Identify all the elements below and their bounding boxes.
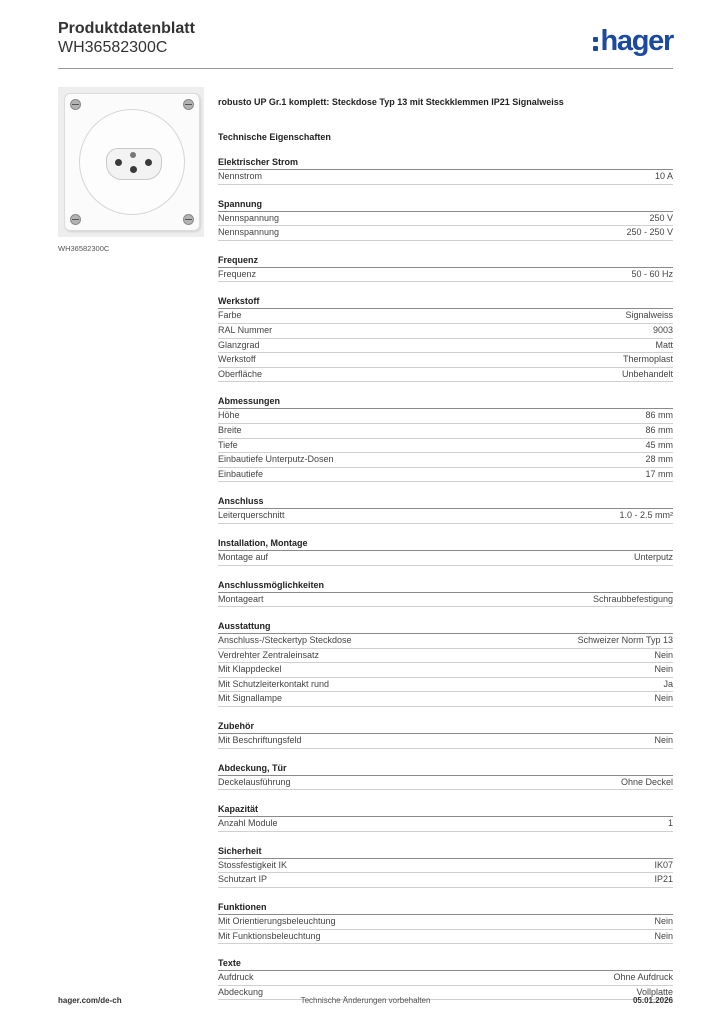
spec-label: Einbautiefe Unterputz-Dosen [218, 454, 334, 465]
socket-outlet-icon [106, 148, 162, 180]
screw-icon [70, 99, 81, 110]
socket-pin [145, 159, 152, 166]
socket-pin [130, 166, 137, 173]
spec-value: Ja [663, 678, 673, 689]
spec-row [218, 212, 673, 227]
spec-value: 45 mm [645, 439, 673, 450]
spec-value: IK07 [654, 859, 673, 870]
spec-row [218, 859, 673, 874]
spec-label: Leiterquerschnitt [218, 510, 285, 521]
spec-label: Mit Klappdeckel [218, 664, 282, 675]
spec-value: 10 A [654, 171, 673, 181]
spec-group-title: Ausstattung [218, 620, 673, 634]
spec-row [218, 453, 673, 468]
spec-label: Nennstrom [218, 171, 263, 181]
spec-value: Thermoplast [622, 354, 673, 365]
product-code: WH36582300C [58, 39, 168, 56]
spec-label: Deckelausführung [218, 776, 291, 787]
spec-row [218, 649, 673, 664]
spec-row [218, 309, 673, 324]
spec-value: 28 mm [645, 454, 673, 465]
spec-group-title: Frequenz [218, 254, 673, 268]
spec-label: Stossfestigkeit IK [218, 859, 288, 870]
spec-value: Vollplatte [636, 986, 673, 997]
socket-ring [79, 109, 185, 215]
spec-label: Verdrehter Zentraleinsatz [218, 649, 320, 660]
page-header [58, 20, 673, 70]
spec-group-title: Anschlussmöglichkeiten [218, 579, 673, 593]
spec-group [218, 803, 673, 832]
spec-label: Werkstoff [218, 354, 256, 365]
spec-group [218, 156, 673, 185]
spec-label: Mit Signallampe [218, 693, 283, 704]
spec-row [218, 424, 673, 439]
spec-row [218, 678, 673, 693]
spec-value: Nein [654, 735, 673, 746]
spec-label: Aufdruck [218, 972, 254, 983]
spec-label: Breite [218, 424, 242, 435]
spec-group [218, 537, 673, 566]
spec-value: 9003 [652, 324, 673, 335]
spec-row [218, 634, 673, 649]
spec-label: Farbe [218, 310, 242, 321]
spec-label: Nennspannung [218, 227, 280, 238]
product-description: robusto UP Gr.1 komplett: Steckdose Typ 13 mit Steckklemmen IP21 Signalweiss [218, 97, 564, 107]
spec-row [218, 930, 673, 945]
spec-row [218, 268, 673, 283]
spec-value: 250 - 250 V [626, 227, 673, 238]
spec-value: Nein [654, 916, 673, 927]
spec-group [218, 254, 673, 283]
spec-row [218, 734, 673, 749]
spec-value: 86 mm [645, 424, 673, 435]
spec-group [218, 620, 673, 707]
socket-pin [115, 159, 122, 166]
spec-label: Anzahl Module [218, 818, 278, 829]
spec-row [218, 468, 673, 483]
spec-row [218, 226, 673, 241]
spec-value: Nein [654, 649, 673, 660]
spec-group [218, 395, 673, 482]
spec-group [218, 579, 673, 608]
spec-value: Nein [654, 664, 673, 675]
spec-value: 17 mm [645, 468, 673, 479]
spec-row [218, 551, 673, 566]
spec-label: Montage auf [218, 551, 269, 562]
spec-value: Schweizer Norm Typ 13 [577, 635, 673, 646]
spec-label: Oberfläche [218, 368, 263, 379]
spec-value: 86 mm [645, 410, 673, 421]
spec-value: Ohne Aufdruck [613, 972, 673, 983]
spec-label: Mit Beschriftungsfeld [218, 735, 302, 746]
spec-group-title: Anschluss [218, 495, 673, 509]
spec-content [218, 96, 673, 1000]
document-title: Produktdatenblatt [58, 20, 195, 37]
spec-label: Anschluss-/Steckertyp Steckdose [218, 635, 352, 646]
spec-group [218, 198, 673, 241]
screw-icon [183, 214, 194, 225]
spec-value: 1.0 - 2.5 mm² [619, 510, 673, 521]
spec-group [218, 720, 673, 749]
spec-group-title: Texte [218, 957, 673, 971]
footer-date: 05.01.2026 [632, 996, 673, 1005]
socket-plate [64, 93, 200, 231]
spec-value: Nein [654, 693, 673, 704]
spec-groups [218, 156, 673, 1000]
spec-row [218, 324, 673, 339]
image-caption: WH36582300C [58, 244, 110, 253]
spec-value: 1 [667, 818, 673, 829]
spec-row [218, 368, 673, 383]
spec-value: Unbehandelt [621, 368, 673, 379]
socket-pin-center [130, 152, 136, 158]
spec-group [218, 845, 673, 888]
spec-row [218, 509, 673, 524]
spec-value: 250 V [649, 212, 673, 223]
spec-label: Einbautiefe [218, 468, 264, 479]
spec-value: Signalweiss [625, 310, 673, 321]
spec-label: Schutzart IP [218, 874, 268, 885]
footer-notice: Technische Änderungen vorbehalten [300, 996, 431, 1005]
spec-row [218, 339, 673, 354]
spec-group [218, 901, 673, 944]
spec-label: Montageart [218, 593, 264, 604]
spec-group-title: Sicherheit [218, 845, 673, 859]
spec-group [218, 495, 673, 524]
footer-website: hager.com/de-ch [58, 996, 122, 1005]
hager-logo [593, 26, 673, 56]
spec-label: Glanzgrad [218, 339, 260, 350]
spec-label: Abdeckung [218, 986, 264, 997]
spec-value: Ohne Deckel [620, 776, 673, 787]
spec-group-title: Abdeckung, Tür [218, 762, 673, 776]
spec-group-title: Abmessungen [218, 395, 673, 409]
spec-row [218, 776, 673, 791]
header-divider [58, 68, 673, 69]
spec-row [218, 817, 673, 832]
spec-group-title: Kapazität [218, 803, 673, 817]
product-image [58, 87, 204, 237]
spec-label: Höhe [218, 410, 240, 421]
spec-group-title: Zubehör [218, 720, 673, 734]
spec-label: Tiefe [218, 439, 238, 450]
spec-row [218, 593, 673, 608]
spec-group [218, 295, 673, 382]
spec-group-title: Elektrischer Strom [218, 156, 673, 170]
spec-label: Mit Schutzleiterkontakt rund [218, 678, 330, 689]
spec-value: Schraubbefestigung [592, 593, 673, 604]
spec-label: Nennspannung [218, 212, 280, 223]
spec-value: Unterputz [633, 551, 673, 562]
spec-row [218, 692, 673, 707]
spec-row [218, 353, 673, 368]
spec-row [218, 663, 673, 678]
spec-row [218, 971, 673, 986]
spec-value: Matt [655, 339, 673, 350]
spec-label: RAL Nummer [218, 324, 273, 335]
spec-label: Mit Orientierungsbeleuchtung [218, 916, 336, 927]
spec-row [218, 873, 673, 888]
spec-group [218, 957, 673, 1000]
spec-group-title: Werkstoff [218, 295, 673, 309]
section-heading: Technische Eigenschaften [218, 132, 331, 142]
spec-row [218, 439, 673, 454]
spec-label: Mit Funktionsbeleuchtung [218, 930, 321, 941]
spec-value: 50 - 60 Hz [631, 268, 673, 279]
spec-value: Nein [654, 930, 673, 941]
spec-row [218, 915, 673, 930]
logo-dots-icon [593, 37, 598, 51]
spec-group-title: Funktionen [218, 901, 673, 915]
spec-group [218, 762, 673, 791]
spec-row [218, 170, 673, 185]
spec-group-title: Installation, Montage [218, 537, 673, 551]
spec-row [218, 409, 673, 424]
screw-icon [70, 214, 81, 225]
spec-label: Frequenz [218, 268, 257, 279]
spec-group-title: Spannung [218, 198, 673, 212]
logo-text: hager [600, 25, 673, 57]
screw-icon [183, 99, 194, 110]
spec-value: IP21 [654, 874, 673, 885]
